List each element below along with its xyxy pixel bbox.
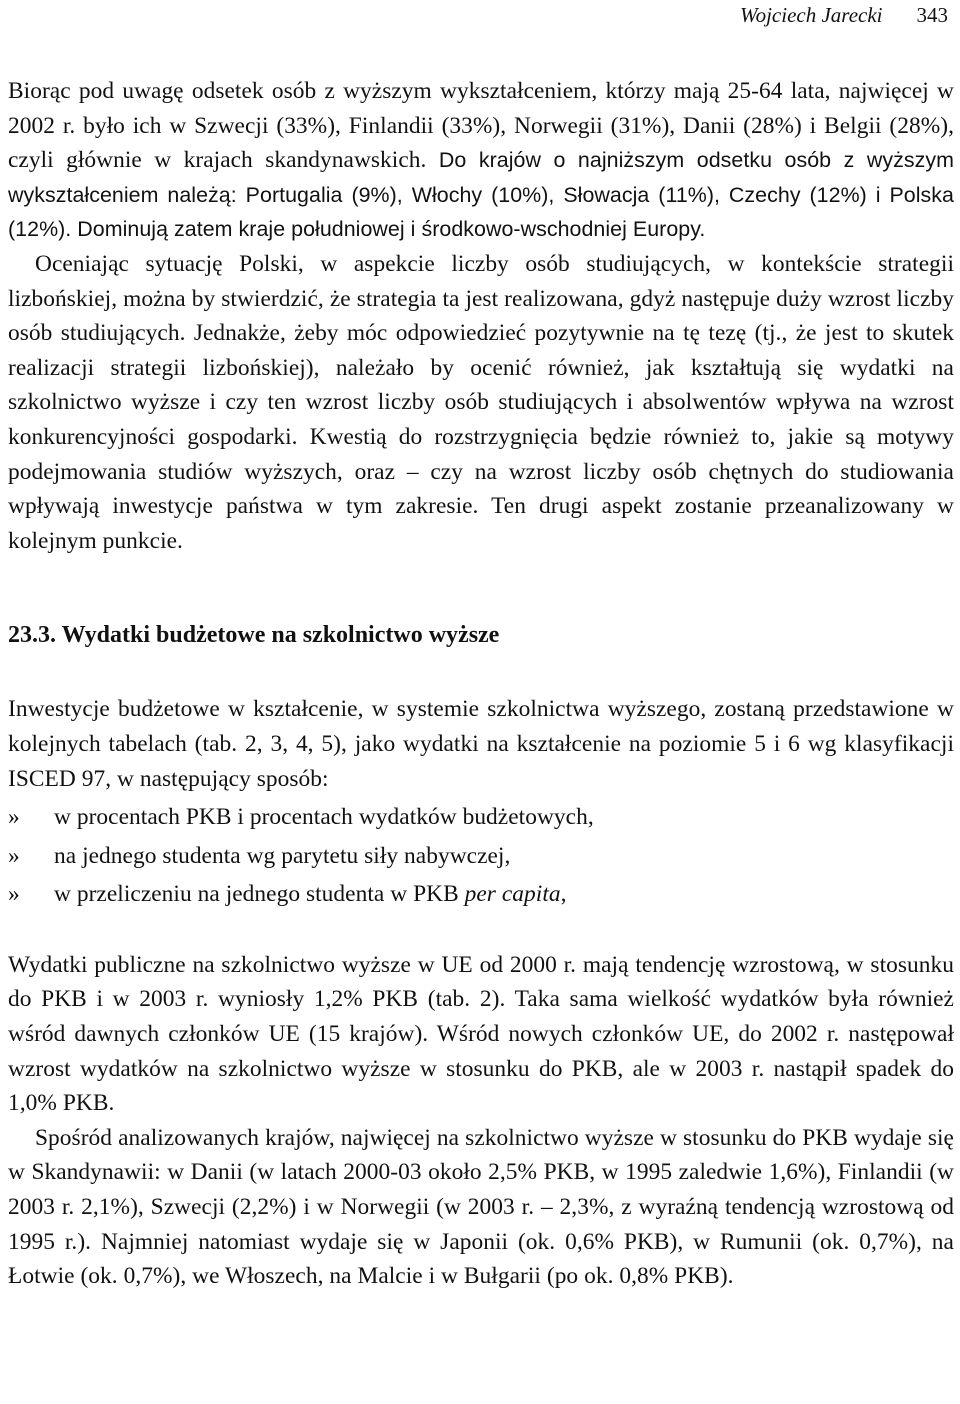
header-page-number: 343 — [916, 3, 948, 27]
bullet-marker: » — [8, 881, 20, 908]
list-item-text — [54, 877, 567, 912]
list-item-text-start: w przeliczeniu na jednego studenta w PKB — [54, 881, 465, 908]
paragraph-country-comparison: Spośród analizowanych krajów, najwięcej na szkolnictwo wyższe w stosunku do PKB wydaje się w Skandynawii: w Danii (w latach 2000-03 około 2,5% PKB, w 1995 zaledwie 1,6%), Finlandii (w 2003 r. 2,1%), Szwecji (2,2%) i w Norwegii (w 2003 r. – 2,3%, z wyraźną tendencją wzrostową od 1995 r.). Najmniej natomiast wydaje się w Japonii (ok. 0,6% PKB), w Rumunii (ok. 0,7%), na Łotwie (ok. 0,7%), we Włoszech, na Malcie i w Bułgarii (po ok. 0,8% PKB). — [8, 1124, 954, 1290]
paragraph-poland-assessment: Oceniając sytuację Polski, w aspekcie liczby osób studiujących, w kontekście strategii lizbońskiej, można by stwierdzić, że strategia ta jest realizowana, gdyż następuje duży wzrost liczby osób studiujących. Jednakże, żeby móc odpowiedzieć pozytywnie na tę tezę (tj., że jest to skutek realizacji strategii lizbońskiej), należało by ocenić również, jak kształtują się wydatki na szkolnictwo wyższe i czy ten wzrost liczby osób studiujących i absolwentów wpływa na wzrost konkurencyjności gospodarki. Kwestią do rozstrzygnięcia będzie również to, jakie są motywy podejmowania studiów wyższych, oraz – czy na wzrost liczby osób chętnych do studiowania wpływają inwestycje państwa w tym zakresie. Ten drugi aspekt zostanie przeanalizowany w kolejnym punkcie. — [8, 250, 954, 554]
list-item — [8, 800, 954, 835]
list-item — [8, 877, 954, 912]
paragraph-1-part-a: Biorąc pod uwagę odsetek osób z wyższym wykształceniem, którzy mają 25-64 lata, najwięcej w 2002 r. było ich w Szwecji (33%), Finlandii (33%), Norwegii (31%), Danii (28%) i Belgii (28%), czyli głównie w krajach skandynawskich. — [8, 78, 954, 174]
paragraph-budget-investments: Inwestycje budżetowe w kształcenie, w systemie szkolnictwa wyższego, zostaną przedstawione w kolejnych tabelach (tab. 2, 3, 4, 5), jako wydatki na kształcenie na poziomie 5 i 6 wg klasyfikacji ISCED 97, w następujący sposób: — [8, 696, 954, 792]
bullet-marker: » — [8, 842, 20, 869]
paragraph-eu-public-expenditure: Wydatki publiczne na szkolnictwo wyższe w UE od 2000 r. mają tendencję wzrostową, w stosunku do PKB i w 2003 r. wyniosły 1,2% PKB (tab. 2). Taka sama wielkość wydatków była również wśród dawnych członków UE (15 krajów). Wśród nowych członków UE, do 2002 r. następował wzrost wydatków na szkolnictwo wyższe w stosunku do PKB, ale w 2003 r. nastąpił spadek do 1,0% PKB. — [8, 951, 954, 1117]
running-header — [8, 0, 954, 32]
header-author: Wojciech Jarecki — [740, 3, 883, 27]
section-heading: 23.3. Wydatki budżetowe na szkolnictwo wyższe — [8, 622, 500, 649]
document-page — [8, 0, 954, 1294]
paragraph-1-part-b: Do krajów o najniższym odsetku osób z wyższym wykształceniem należą: Portugalia (9%), Włochy (10%), Słowacja (11%), Czechy (12%) i Polska (12%). Dominują zatem kraje południowej i środkowo-wschodniej Europy. — [8, 148, 954, 242]
paragraph-tertiary-education-share — [8, 74, 954, 247]
list-item — [8, 839, 954, 874]
list-item-text-end: , — [560, 881, 567, 908]
expenditure-measures-list — [8, 800, 954, 912]
bullet-marker: » — [8, 804, 20, 831]
list-item-text: na jednego studenta wg parytetu siły nabywczej, — [54, 842, 511, 869]
list-item-text: w procentach PKB i procentach wydatków budżetowych, — [54, 804, 594, 831]
list-item-italic-term: per capita — [464, 881, 561, 908]
